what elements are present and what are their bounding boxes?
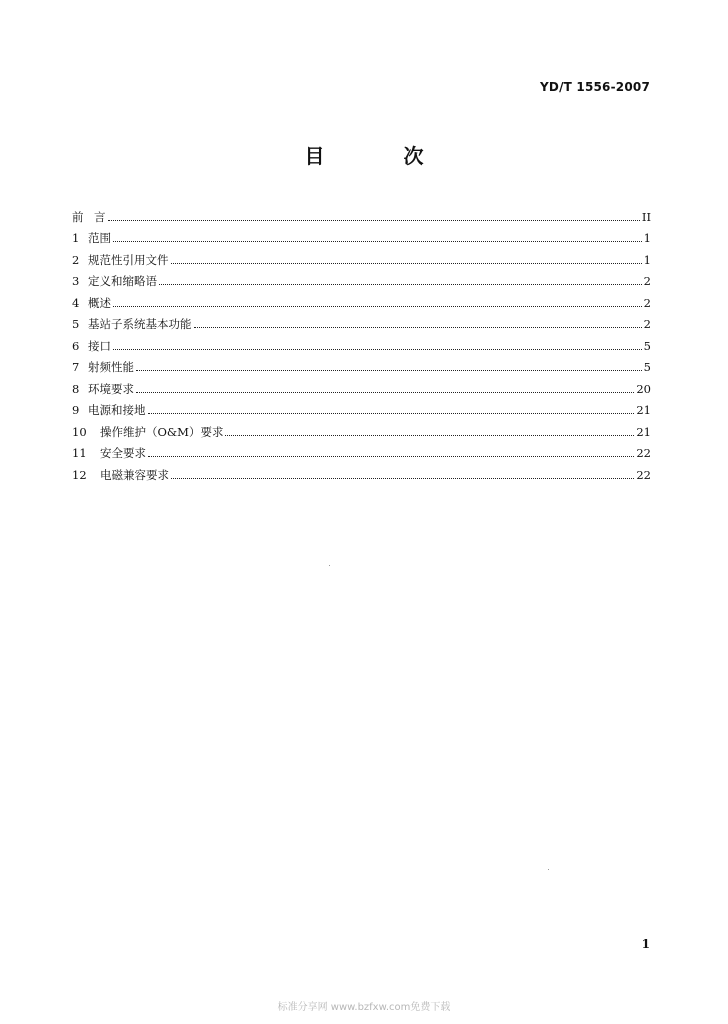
dot-leader [113, 305, 642, 307]
toc-entry-label: 环境要求 [88, 381, 134, 396]
toc-entry-power-grounding[interactable] [72, 396, 651, 418]
toc-entry-label: 概述 [88, 295, 111, 310]
toc-entry-number: 4 [72, 295, 80, 310]
dot-leader [113, 348, 642, 350]
dot-leader [113, 240, 642, 242]
toc-entry-safety[interactable] [72, 439, 651, 461]
toc-entry-label: 安全要求 [100, 446, 146, 460]
toc-entry-number: 11 [72, 446, 87, 460]
toc-entry-interfaces[interactable] [72, 331, 651, 353]
toc-entry-number: 9 [72, 403, 80, 417]
toc-title: 目 次 [304, 144, 460, 168]
toc-entry-label: 定义和缩略语 [88, 274, 157, 288]
toc-entry-scope[interactable] [72, 224, 651, 246]
toc-entry-number: 5 [72, 317, 80, 331]
dot-leader [108, 219, 640, 221]
toc-entry-label: 基站子系统基本功能 [88, 317, 192, 331]
toc-entry-emc[interactable] [72, 460, 651, 482]
toc-entry-number: 2 [72, 252, 80, 267]
dot-leader [148, 455, 634, 457]
scan-speck [329, 565, 330, 566]
toc-entry-number: 8 [72, 381, 80, 396]
toc-entry-number: 7 [72, 360, 80, 374]
toc-entry-page: 2 [643, 295, 651, 310]
page-number: 1 [641, 937, 650, 951]
toc-entry-overview[interactable] [72, 288, 651, 310]
toc-entry-page: 5 [643, 360, 651, 374]
toc-entry-page: 21 [636, 403, 651, 417]
toc-entry-label: 范围 [88, 231, 111, 245]
toc-entry-environment[interactable] [72, 374, 651, 396]
watermark: 标准分享网 www.bzfxw.com免费下载 [277, 1002, 451, 1013]
dot-leader [136, 369, 642, 371]
toc-entry-normative-references[interactable] [72, 245, 651, 267]
toc-entry-om[interactable] [72, 417, 651, 439]
toc-entry-label: 规范性引用文件 [88, 252, 169, 267]
toc-entry-page: 5 [643, 338, 651, 353]
toc-entry-number: 3 [72, 274, 80, 288]
toc-entry-page: 20 [636, 381, 651, 396]
toc-entry-number: 10 [72, 424, 87, 439]
dot-leader [148, 412, 635, 414]
toc-entry-definitions[interactable] [72, 267, 651, 289]
table-of-contents [72, 202, 651, 482]
toc-entry-page: 21 [636, 424, 651, 439]
toc-entry-page: 2 [643, 317, 651, 331]
toc-entry-label: 射频性能 [88, 360, 134, 374]
toc-entry-label: 电源和接地 [88, 403, 146, 417]
toc-entry-number: 6 [72, 338, 80, 353]
toc-entry-page: 2 [643, 274, 651, 288]
toc-entry-label: 言 [94, 209, 106, 224]
toc-entry-page: 1 [643, 231, 651, 245]
dot-leader [136, 391, 634, 393]
toc-entry-page: 22 [636, 446, 651, 460]
toc-entry-label: 接口 [88, 338, 111, 353]
scan-speck [548, 869, 549, 870]
dot-leader [225, 434, 634, 436]
toc-entry-foreword[interactable] [72, 202, 651, 224]
dot-leader [171, 262, 642, 264]
toc-entry-page: II [641, 209, 651, 224]
toc-entry-rf-performance[interactable] [72, 353, 651, 375]
toc-entry-page: 1 [643, 252, 651, 267]
toc-entry-page: 22 [636, 467, 651, 482]
toc-entry-number: 前 [72, 209, 84, 224]
dot-leader [194, 326, 642, 328]
toc-entry-label: 电磁兼容要求 [100, 467, 169, 482]
toc-entry-number: 1 [72, 231, 80, 245]
dot-leader [159, 283, 642, 285]
document-code: YD/T 1556-2007 [540, 80, 650, 94]
toc-entry-bss-functions[interactable] [72, 310, 651, 332]
dot-leader [171, 477, 634, 479]
toc-entry-label: 操作维护（O&M）要求 [100, 424, 224, 439]
toc-entry-number: 12 [72, 467, 87, 482]
